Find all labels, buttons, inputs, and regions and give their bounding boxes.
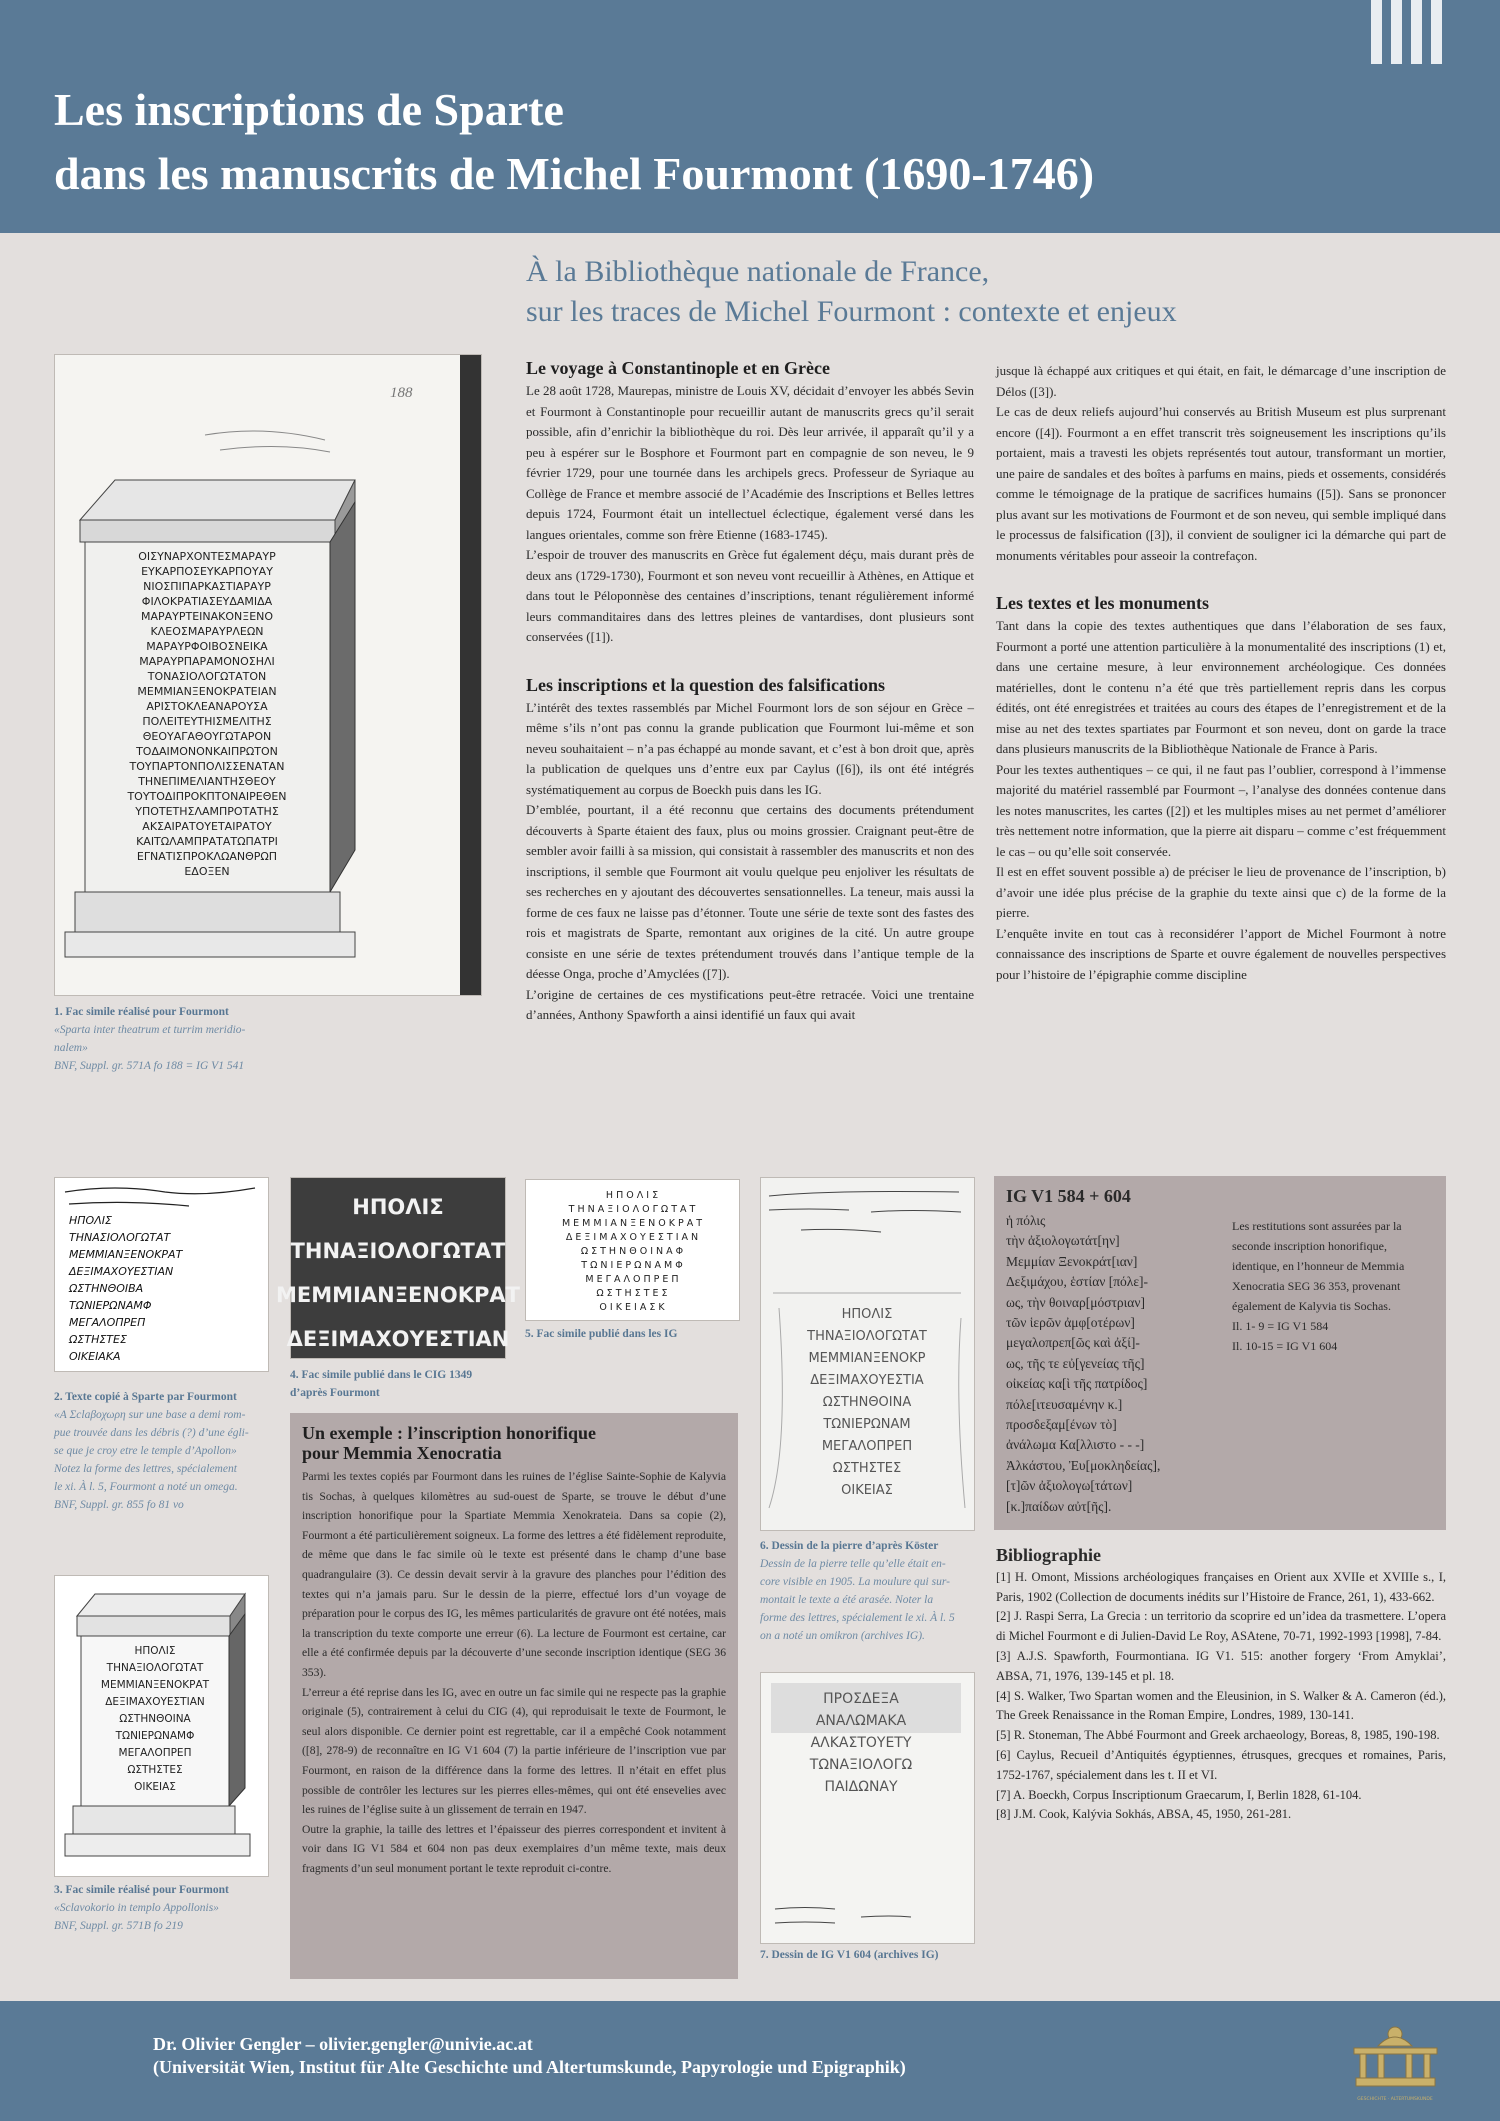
bibliography-item: [6] Caylus, Recueil d’Antiquités égyptiennes, étrusques, grecques et romaines, Paris, 1752-1767, spécialement dans les t. II et VI. [996, 1747, 1446, 1782]
ig-line: ἀνάλωμα Κα[λλιστο - - -] [1006, 1437, 1145, 1453]
fig1-inscription-line: ΤΟΥΠΑΡΤΟΝΠΟΛΙΣΣΕΝΑΤΑΝ [129, 760, 285, 773]
fig2-copy-line: ΩΣΤΗΣΤΕΣ [69, 1333, 127, 1346]
figure-4-title: 4. Fac simile publié dans le CIG 1349 [290, 1369, 473, 1381]
fig5-facsimile-line: Δ Ε Ξ Ι Μ Α Χ Ο Υ Ε Σ Τ Ι Α Ν [565, 1232, 699, 1243]
ig-line: τὴν ἀξιολογωτάτ[ην] [1006, 1233, 1120, 1249]
fig2-copy-line: ΟΙΚΕΙΑΚΑ [69, 1350, 121, 1363]
fig5-facsimile-line: Ο Ι Κ Ε Ι Α Σ Κ [599, 1302, 665, 1313]
fig1-inscription-line: ΘΕΟΥΑΓΑΘΟΥΓΩΤΑΡΟΝ [142, 730, 272, 743]
heading-voyage: Le voyage à Constantinople et en Grèce [526, 358, 830, 378]
ig-line: ως, τὴν θοιναρ[μόστριαν] [1006, 1294, 1145, 1310]
bibliography-item: [4] S. Walker, Two Spartan women and the Eleusinion, in S. Walker & A. Cameron (éd.), The Greek Renaissance in the Roman Empire, Londres, 1989, 130-141. [996, 1688, 1446, 1723]
poster-title: Les inscriptions de Sparte dans les manuscrits de Michel Fourmont (1690-1746) [54, 84, 1095, 199]
fig5-facsimile-line: Τ Ω Ν Ι Ε Ρ Ω Ν Α Μ Φ [581, 1260, 683, 1271]
figure-7-image [760, 1672, 975, 1944]
fig1-inscription-line: ΦΙΛΟΚΡΑΤΙΑΣΕΥΔΑΜΙΔΑ [141, 595, 273, 608]
author-contact: Dr. Olivier Gengler – olivier.gengler@univie.ac.at [153, 2034, 533, 2054]
figure-7-title: 7. Dessin de IG V1 604 (archives IG) [760, 1949, 939, 1961]
bibliography-item: [8] J.M. Cook, Kalývia Sokhás, ABSA, 45, 1950, 261-281. [996, 1807, 1292, 1822]
fig5-facsimile-line: Η Π Ο Λ Ι Σ [605, 1190, 659, 1201]
figure-4-caption: 4. Fac simile publié dans le CIG 1349 d’après Fourmont [290, 1366, 520, 1402]
bibliography-item: [2] J. Raspi Serra, La Grecia : un territorio da scoprire ed un’idea da trasmettere. L’opera di Michel Fourmont e di Julien-David Le Roy, ASAtene, 70-71, 1992-1993 [1998], 7-84. [996, 1609, 1446, 1644]
fig1-inscription-line: ΜΑΡΑΥΡΠΑΡΑΜΟΝΟΣΗΛΙ [139, 655, 275, 668]
fig5-facsimile-line: Τ Η Ν Α Ξ Ι Ο Λ Ο Γ Ω Τ Α Τ [568, 1204, 696, 1215]
ig-line: ἡ πόλις [1006, 1213, 1046, 1228]
fig1-inscription-line: ΜΕΜΜΙΑΝΞΕΝΟΚΡΑΤΕΙΑΝ [137, 685, 277, 698]
ig-line: Ἀλκάστου, Ἐυ[μοκληδείας], [1006, 1457, 1161, 1473]
bibliography-item: [5] R. Stoneman, The Abbé Fourmont and Greek archaeology, Boreas, 8, 1985, 190-198. [996, 1728, 1440, 1743]
fig2-copy-line: ΜΕΜΜΙΑΝΞΕΝΟΚΡΑΤ [69, 1248, 183, 1261]
fig6-drawing-line: ΜΕΜΜΙΑΝΞΕΝΟΚΡ [808, 1351, 926, 1366]
fig1-inscription-line: ΟΙΣΥΝΑΡΧΟΝΤΕΣΜΑΡΑΥΡ [138, 550, 276, 563]
ig-line: μεγαλοπρεπ[ῶς καὶ ἀξί]- [1006, 1335, 1140, 1351]
fig2-copy-line: ΔΕΞΙΜΑΧΟΥΕΣΤΙΑΝ [69, 1265, 174, 1278]
figure-4-image [276, 1177, 520, 1359]
fig6-drawing-line: ΩΣΤΗΣΤΕΣ [832, 1461, 902, 1476]
fig3-facsimile-line: ΔΕΞΙΜΑΧΟΥΕΣΤΙΑΝ [105, 1696, 205, 1708]
figure-3-title: 3. Fac simile réalisé pour Fourmont [54, 1884, 229, 1896]
ig-line: οἰκείας κα[ὶ τῆς πατρίδος] [1006, 1376, 1148, 1392]
fig2-copy-line: ΤΩΝΙΕΡΩΝΑΜΦ [69, 1299, 152, 1312]
fig6-drawing-line: ΗΠΟΛΙΣ [841, 1307, 893, 1322]
fig1-inscription-line: ΜΑΡΑΥΡΤΕΙΝΑΚΟΝΞΕΝΟ [140, 610, 274, 623]
fig3-facsimile-line: ΤΗΝΑΞΙΟΛΟΓΩΤΑΤ [106, 1662, 204, 1674]
author-affiliation: (Universität Wien, Institut für Alte Geschichte und Altertumskunde, Papyrologie und Epigraphik) [153, 2057, 906, 2077]
ig-box-notes: Les restitutions sont assurées par la seconde inscription honorifique, identique, en l’honneur de Memmia Xenocratia SEG 36 353, provenant également de Kalyvia tis Sochas. Il. 1- 9 = IG V1 584 Il. 10-15 = IG V1 604 [1232, 1219, 1405, 1353]
ig-line: προσδεξαμ[ένων τὸ] [1006, 1417, 1117, 1433]
text-column-2: jusque là échappé aux critiques et qui était, en fait, le démarcage d’une inscription de Délos ([3]). Le cas de deux reliefs aujourd’hui conservés au British Museum est plus surprenant encore ([4]). Fourmont a en effet transcrit très soigneusement les inscriptions qu’ils portaient, mais a travesti les objets représentés tout autour, transformant un mortier, une paire de sandales et des boîtes à parfums en mains, pieds et ossements, considérés comme le témoignage de la pratique de sacrifices humains ([5]). Sans se prononcer plus avant sur les motivations de Fourmont et de son neveu, qui semble impliqué dans le processus de falsification ([3]), il convient de souligner ici la démarche qui part de monuments véritables pour asseoir la contrefaçon. Les textes et les monuments Tant dans la copie des textes authentiques que dans l’élaboration de ses faux, Fourmont a porté une attention particulière à la monumentalité des inscriptions (1) et, dans une certaine mesure, à leur environnement archéologique. Ces données matérielles, dont le contenu n’a été que très partiellement repris dans les corpus édités, ont été enregistrées et traitées au cours des étapes de l’enregistrement et de la mise au net des textes spartiates par Fourmont et son neveu, dont on garde la trace dans plusieurs manuscrits de la Bibliothèque Nationale de France à Paris. Pour les textes authentiques – ce qui, il ne faut pas l’oublier, correspond à l’immense majorité du matériel rassemblé par Fourmont –, l’analyse des données contenue dans les notes manuscrites, les cartes ([2]) et les multiples mises au net permet d’améliorer très nettement notre information, que la pierre ait disparu – comme c’est fréquemment le cas – ou qu’elle soit conservée. Il est en effet souvent possible a) de préciser le lieu de provenance de l’inscription, b) d’avoir une idée plus précise de la graphie du texte ainsi que c) de la forme de la pierre. L’enquête invite en tout cas à reconsidérer l’apport de Michel Fourmont à notre connaissance des inscriptions de Sparte et ouvre également de nouvelles perspectives pour l’histoire de l’épigraphie comme discipline [996, 363, 1446, 982]
fig2-copy-line: ΜΕΓΑΛΟΠΡΕΠ [69, 1316, 146, 1329]
ig-transcription [1006, 1211, 1160, 1517]
fig1-inscription-line: ΚΛΕΟΣΜΑΡΑΥΡΛΕΩΝ [150, 625, 264, 638]
fig7-drawing-line: ΠΑΙΔΩΝΑΥ [824, 1779, 898, 1795]
fig1-inscription-line: ΕΥΚΑΡΠΟΣΕΥΚΑΡΠΟΥΑΥ [141, 565, 273, 578]
fig6-drawing-line: ΟΙΚΕΙΑΣ [841, 1483, 893, 1498]
bibliography [996, 1546, 1446, 1825]
bibliography-item: [7] A. Boeckh, Corpus Inscriptionum Graecarum, I, Berlin 1828, 61-104. [996, 1787, 1362, 1802]
figure-2-title: 2. Texte copié à Sparte par Fourmont [54, 1391, 237, 1403]
fig2-copy-line: ΗΠΟΛΙΣ [69, 1214, 112, 1227]
stripes-decoration [1362, 0, 1442, 69]
figure-3-caption: 3. Fac simile réalisé pour Fourmont «Sclavokorio in templo Appollonis» BNF, Suppl. gr. 571B fo 219 [54, 1881, 284, 1935]
fig6-drawing-line: ΩΣΤΗΝΘΟΙΝΑ [822, 1395, 912, 1410]
ig-line: Μεμμίαν Ξενοκράτ[ιαν] [1006, 1253, 1138, 1269]
figure-6-title: 6. Dessin de la pierre d’après Köster [760, 1540, 939, 1552]
ig-box-title: IG V1 584 + 604 [1006, 1186, 1131, 1206]
fig2-copy-line: ΤΗΝΑΣΙΟΛΟΓΩΤΑΤ [69, 1231, 171, 1244]
ig-line: ως, τῆς τε εὐ[γενείας τῆς] [1006, 1355, 1145, 1371]
ig-line: τῶν ἱερῶν ἀμφ[οτέρων] [1006, 1315, 1135, 1331]
heading-falsifications: Les inscriptions et la question des falsifications [526, 674, 886, 695]
fig1-folio-number: 188 [390, 385, 413, 401]
figure-5-title: 5. Fac simile publié dans les IG [525, 1328, 678, 1340]
figure-2-caption: 2. Texte copié à Sparte par Fourmont «A Σclaβοχωρη sur une base a demi rom- pue trouvée dans les débris (?) d’une égli- se que je croy etre le temple d’Apollon» Notez la forme des lettres, spécialement le xi. À l. 5, Fourmont a noté un omega. BNF, Suppl. gr. 855 fo 81 vo [54, 1388, 284, 1514]
fig5-facsimile-line: Ω Σ Τ Η Ν Θ Ο Ι Ν Α Φ [580, 1246, 684, 1257]
figure-5-caption [525, 1325, 745, 1343]
fig1-inscription-line: ΑΡΙΣΤΟΚΛΕΑΝΑΡΟΥΣΑ [146, 700, 268, 713]
figure-6-caption: 6. Dessin de la pierre d’après Köster Dessin de la pierre telle qu’elle était en- core visible en 1905. La moulure qui sur- montait le texte a été arasée. Noter la forme des lettres, spécialement le xi. À l. 5 on a noté un omikron (archives IG). [760, 1537, 990, 1645]
fig4-facsimile-line: ΤΗΝΑΞΙΟΛΟΓΩΤΑΤ [290, 1239, 506, 1263]
fig6-drawing-line: ΤΗΝΑΞΙΟΛΟΓΩΤΑΤ [807, 1329, 927, 1344]
fig5-facsimile-line: Ω Σ Τ Η Σ Τ Ε Σ [596, 1288, 668, 1299]
figure-1-caption: 1. Fac simile réalisé pour Fourmont «Sparta inter theatrum et turrim meridio- nalem» BNF, Suppl. gr. 571A fo 188 = IG V1 541 [54, 1003, 284, 1075]
text-column-1: Le voyage à Constantinople et en Grèce Le 28 août 1728, Maurepas, ministre de Louis XV, décidait d’envoyer les abbés Sevin et Fourmont à Constantinople pour recueillir autant de manuscrits grecs qu’il serait possible, afin d’enrichir la bibliothèque du roi. Dès leur arrivée, il apparaît qu’il y a peu à espérer sur le Bosphore et Fourmont part en compagnie de son neveu, le 9 février 1729, pour une tournée dans les archipels grecs. Professeur de Syriaque au Collège de France et membre associé de l’Académie des Inscriptions et Belles lettres depuis 1724, Fourmont était un intellectuel éclectique, également versé dans les langues orientales, comme son frère Etienne (1683-1745). L’espoir de trouver des manuscrits en Grèce fut également déçu, mais durant près de deux ans (1729-1730), Fourmont et son neveu vont recueillir à Athènes, en Attique et dans tout le Péloponnèse des centaines d’inscriptions, tenant régulièrement informé leurs commanditaires dans des lettres pleines de vantardises, dont plusieurs sont conservées ([1]). Les inscriptions et la question des falsifications L’intérêt des textes rassemblés par Michel Fourmont lors de son séjour en Grèce – même s’ils n’ont pas connu la grande publication que Fourmont lui-même et son neveu souhaitaient – n’a pas échappé au monde savant, et c’est à bon droit que, après la publication de quelques uns d’entre eux par Caylus ([6]), ils ont été intégrés systématiquement au corpus de Boeckh puis dans les IG. D’emblée, pourtant, il a été reconnu que certains des documents prétendument découverts à Sparte étaient des faux, plus ou moins grossier. Craignant peut-être de sembler avoir failli à sa mission, qui consistait à rassembler des manuscrits et non des inscriptions, il semble que Fourmont ait voulu quelque peu enjoliver les résultats de ses recherches en y ajoutant des découvertes sensationnelles. La teneur, mais aussi la forme de ces faux ne laisse pas d’étonner. Toute une série de texte sont des fastes des rois et magistrats de Sparte, remontant aux origines de la cité. Un autre groupe consiste en une série de textes prétendument trouvés dans l’antique temple de la déesse Onga, proche d’Amyclées ([7]). L’origine de certaines de ces mystifications peut-être retracée. Voici une trentaine d’années, Anthony Spawforth a ainsi identifié un faux qui avait [526, 358, 974, 1022]
fig4-facsimile-line: ΗΠΟΛΙΣ [352, 1195, 444, 1219]
fig1-inscription-line: ΜΑΡΑΥΡΦΟΙΒΟΣΝΕΙΚΑ [146, 640, 268, 653]
fig3-facsimile-line: ΤΩΝΙΕΡΩΝΑΜΦ [115, 1730, 195, 1742]
figure-6-image [760, 1177, 975, 1531]
fig3-facsimile-line: ΟΙΚΕΙΑΣ [134, 1781, 176, 1793]
institute-logo [1348, 2018, 1443, 2114]
figure-2-image [54, 1177, 269, 1372]
fig1-inscription-line: ΥΠΟΤΕΤΗΣΛΑΜΠΡΟΤΑΤΗΣ [135, 805, 279, 818]
figure-1-title: 1. Fac simile réalisé pour Fourmont [54, 1006, 229, 1018]
fig3-facsimile-line: ΗΠΟΛΙΣ [134, 1645, 176, 1657]
footer-banner [0, 2001, 1500, 2121]
logo-text: GESCHICHTE · ALTERTUMSKUNDE [1357, 2097, 1433, 2102]
fig1-inscription-line: ΕΔΟΞΕΝ [184, 865, 230, 878]
ig-line: [τ]ῶν ἀξιολογω[τάτων] [1006, 1478, 1133, 1494]
ig-line: πόλε[ιτευσαμένην κ.] [1006, 1396, 1123, 1412]
fig1-inscription-line: ΕΓΝΑΤΙΣΠΡΟΚΛΩΑΝΘΡΩΠ [136, 850, 278, 863]
fig6-drawing-line: ΜΕΓΑΛΟΠΡΕΠ [821, 1439, 913, 1454]
fig1-inscription-line: ΤΗΝΕΠΙΜΕΛΙΑΝΤΗΣΘΕΟΥ [138, 775, 276, 788]
ig-line: [κ.]παίδων αὐτ[ῆς]. [1006, 1498, 1112, 1514]
figure-7-caption [760, 1946, 990, 1964]
figure-5-image [525, 1179, 740, 1321]
fig7-drawing-line: ΑΝΑΛΩΜΑΚΑ [815, 1713, 907, 1729]
fig3-facsimile-line: ΜΕΓΑΛΟΠΡΕΠ [118, 1747, 192, 1759]
fig1-inscription-line: ΠΟΛΕΙΤΕΥΤΗΙΣΜΕΛΙΤΗΣ [142, 715, 272, 728]
fig7-drawing-line: ΤΩΝΑΞΙΟΛΟΓΩ [809, 1757, 913, 1773]
ig-line: Δεξιμάχου, ἑστίαν [πόλε]- [1006, 1274, 1149, 1290]
fig3-facsimile-line: ΩΣΤΗΣΤΕΣ [127, 1764, 183, 1776]
fig6-drawing-line: ΤΩΝΙΕΡΩΝΑΜ [823, 1417, 911, 1432]
bibliography-item: [3] A.J.S. Spawforth, Fourmontiana. IG V1. 515: another forgery ‘From Amyklai’, ABSA, 71, 1976, 139-145 et pl. 18. [996, 1648, 1446, 1683]
ig-inscription-box [994, 1176, 1446, 1530]
fig6-drawing-line: ΔΕΞΙΜΑΧΟΥΕΣΤΙΑ [810, 1373, 924, 1388]
fig1-inscription-line: ΤΟΝΑΣΙΟΛΟΓΩΤΑΤΟΝ [147, 670, 267, 683]
bibliography-heading: Bibliographie [996, 1545, 1102, 1565]
fig3-facsimile-line: ΩΣΤΗΝΘΟΙΝΑ [119, 1713, 191, 1725]
fig5-facsimile-line: Μ Ε Μ Μ Ι Α Ν Ξ Ε Ν Ο Κ Ρ Α Τ [561, 1218, 703, 1229]
header-banner [0, 0, 1500, 233]
fig1-inscription-line: ΝΙΟΣΠΙΠΑΡΚΑΣΤΙΑΡΑΥΡ [143, 580, 271, 593]
fig7-drawing-line: ΑΛΚΑΣΤΟΥΕΤΥ [810, 1735, 912, 1751]
figure-1-image [54, 354, 482, 996]
fig1-inscription-line: ΚΑΙΤΩΛΑΜΠΡΑΤΑΤΩΠΑΤΡΙ [136, 835, 278, 848]
fig4-facsimile-line: ΔΕΞΙΜΑΧΟΥΕΣΤΙΑΝ [286, 1327, 510, 1351]
fig3-facsimile-line: ΜΕΜΜΙΑΝΞΕΝΟΚΡΑΤ [100, 1679, 210, 1691]
example-heading: Un exemple : l’inscription honorifique pour Memmia Xenocratia [302, 1423, 597, 1463]
bibliography-item: [1] H. Omont, Missions archéologiques françaises en Orient aux XVIIe et XVIIIe s., I, Paris, 1902 (Collection de documents inédits sur l’Histoire de France, 261, 1), 433-662. [996, 1569, 1446, 1604]
fig1-inscription-line: ΤΟΥΤΟΔΙΠΡΟΚΠΤΟΝΑΙΡΕΘΕΝ [127, 790, 287, 803]
fig1-inscription-line: ΑΚΣΑΙΡΑΤΟΥΕΤΑΙΡΑΤΟΥ [142, 820, 272, 833]
fig7-drawing-line: ΠΡΟΣΔΕΞΑ [823, 1691, 899, 1707]
fig2-copy-line: ΩΣΤΗΝΘΟΙΒΑ [69, 1282, 144, 1295]
fig4-facsimile-line: ΜΕΜΜΙΑΝΞΕΝΟΚΡΑΤ [276, 1283, 520, 1307]
figure-3-image [54, 1575, 269, 1877]
fig1-inscription-line: ΤΟΔΑΙΜΟΝΟΝΚΑΙΠΡΩΤΟΝ [136, 745, 278, 758]
section-subtitle: À la Bibliothèque nationale de France, sur les traces de Michel Fourmont : contexte et enjeux [526, 255, 1177, 328]
example-box: Un exemple : l’inscription honorifique pour Memmia Xenocratia Parmi les textes copiés par Fourmont dans les ruines de l’église Sainte-Sophie de Kalyvia tis Sochas, à quelques kilomètres au sud-ouest de Sparte, se trouve le début d’une inscription honorifique pour la Spartiate Memmia Xenokrateia. Dans sa copie (2), Fourmont a été particulièrement soigneux. La forme des lettres a été fidèlement reproduite, de même que dans le fac simile où le texte est présenté dans le champ d’une base quadrangulaire (3). Ce dessin devait servir à la gravure des planches pour l’édition des textes qui n’a jamais paru. Sur le dessin de la pierre, effectué lors d’un voyage de préparation pour le corpus des IG, les mêmes particularités de gravure ont été notées, mais la transcription du texte comporte une erreur (6). La lecture de Fourmont est certaine, car elle a été confirmée depuis par la découverte d’une seconde inscription identique (SEG 36 353). L’erreur a été reprise dans les IG, avec en outre un fac simile qui ne respecte pas la graphie originale (5), contrairement à celui du CIG (4), qui reproduisait le texte de Fourmont, le seul alors disponible. Ce dernier point est regrettable, car il a empêché Cook notamment ([8], 278-9) de reconnaître en IG V1 604 (7) la partie inférieure de l’inscription vue par Fourmont, en raison de la différence dans la forme des lettres. Il n’était en effet plus possible de contrôler les lectures sur les pierres elles-mêmes, qui ont été ensevelies avec les ruines de l’église suite à un glissement de terrain en 1947. Outre la graphie, la taille des lettres et l’épaisseur des pierres correspondent et invitent à voir dans IG V1 584 et 604 non pas deux exemplaires d’un même texte, mais deux fragments d’un seul monument portant le texte reproduit ci-contre. [290, 1413, 738, 1979]
heading-textes-monuments: Les textes et les monuments [996, 593, 1209, 613]
fig5-facsimile-line: Μ Ε Γ Α Λ Ο Π Ρ Ε Π [585, 1274, 679, 1285]
